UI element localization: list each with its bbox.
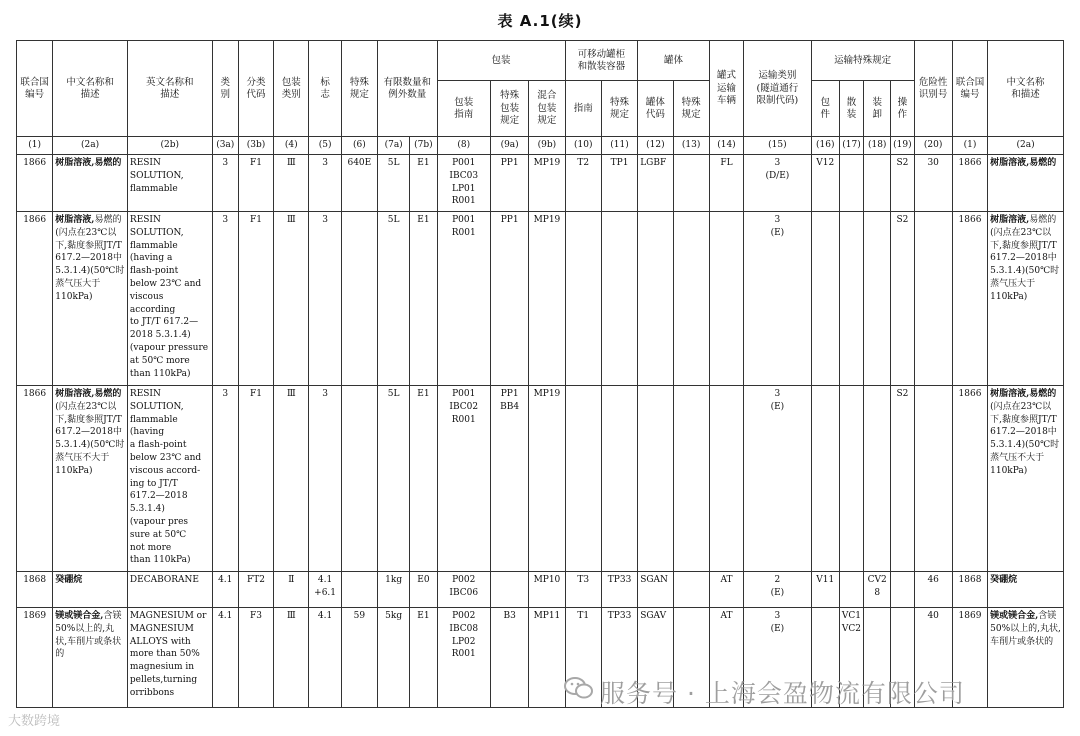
watermark-text: 服务号 · 上海会盈物流有限公司 [600, 679, 965, 708]
cell-tank-code: SGAN [638, 572, 673, 608]
cell-special-pack [490, 572, 528, 608]
cell-tank-code [638, 386, 673, 572]
cell-un-2: 1866 [952, 212, 987, 386]
cell-name-cn-bold: 树脂溶液,易燃的 [55, 158, 122, 168]
cell-mixed-pack: MP19 [529, 155, 565, 212]
cell-tank-instr: T1 [565, 608, 601, 708]
cell-labels: 4.1 [309, 608, 341, 708]
header-bulk: 散 装 [839, 81, 863, 137]
cell-hazard-no [914, 212, 952, 386]
col-num: (2a) [53, 137, 128, 155]
cell-pack-group: Ⅲ [274, 212, 309, 386]
header-mixed-pack: 混合 包装 规定 [529, 81, 565, 137]
cell-name-cn-2 [988, 155, 1064, 212]
col-num: (5) [309, 137, 341, 155]
cell-special-prov [341, 572, 377, 608]
header-pack-instr: 包装 指南 [437, 81, 490, 137]
col-num: (18) [864, 137, 891, 155]
cell-excepted-qty: E0 [410, 572, 437, 608]
cell-transport-cat: 2 (E) [744, 572, 812, 608]
cell-tank-vehicle: FL [709, 155, 743, 212]
cell-transport-cat: 3 (E) [744, 608, 812, 708]
col-num: (7a) [378, 137, 410, 155]
cell-transport-cat: 3 (E) [744, 386, 812, 572]
cell-labels: 3 [309, 155, 341, 212]
header-portable-tanks: 可移动罐柜 和散装容器 [565, 41, 638, 81]
cell-class-code: FT2 [238, 572, 273, 608]
col-num: (20) [914, 137, 952, 155]
col-num: (2b) [127, 137, 212, 155]
col-num: (17) [839, 137, 863, 155]
cell-bulk [839, 155, 863, 212]
header-un-no: 联合国 编号 [17, 41, 53, 137]
watermark-left-mark: 大数跨境 [8, 714, 61, 729]
col-num: (9a) [490, 137, 528, 155]
cell-special-prov: 640E [341, 155, 377, 212]
cell-limited-qty: 1kg [378, 572, 410, 608]
col-num: (7b) [410, 137, 437, 155]
cell-un-2: 1868 [952, 572, 987, 608]
cell-bulk: VC1 VC2 [839, 608, 863, 708]
cell-pack-group: Ⅲ [274, 608, 309, 708]
header-special-prov: 特殊 规定 [341, 41, 377, 137]
cell-special-pack: PP1 [490, 212, 528, 386]
cell-limited-qty: 5kg [378, 608, 410, 708]
cell-tank-spec [673, 386, 709, 572]
cell-packages [811, 386, 839, 572]
cell-loading [864, 386, 891, 572]
header-un-no-2: 联合国 编号 [952, 41, 987, 137]
cell-pack-instr: P001 IBC03 LP01 R001 [437, 155, 490, 212]
header-name-cn-2: 中文名称 和描述 [988, 41, 1064, 137]
cell-special-prov: 59 [341, 608, 377, 708]
cell-excepted-qty: E1 [410, 212, 437, 386]
cell-name-cn-2-rest: (闪点在23℃以下,黏度参照JT/T 617.2—2018中5.3.1.4)(50℃时蒸气压不大于110kPa) [990, 401, 1060, 476]
cell-loading [864, 155, 891, 212]
cell-name-en: DECABORANE [127, 572, 212, 608]
cell-un: 1866 [17, 155, 53, 212]
cell-name-cn-2 [988, 608, 1064, 708]
col-num: (12) [638, 137, 673, 155]
cell-tank-instr [565, 386, 601, 572]
cell-un: 1866 [17, 212, 53, 386]
cell-pack-group: Ⅲ [274, 155, 309, 212]
col-num: (2a) [988, 137, 1064, 155]
cell-name-cn-rest: 含镁50%以上的,丸状,车削片或条状的 [55, 611, 122, 660]
col-num: (3b) [238, 137, 273, 155]
header-packaging: 包装 [437, 41, 565, 81]
cell-tank-vehicle [709, 386, 743, 572]
cell-name-cn [53, 212, 128, 386]
cell-transport-cat: 3 (D/E) [744, 155, 812, 212]
cell-excepted-qty: E1 [410, 155, 437, 212]
header-hazard-no: 危险性 识别号 [914, 41, 952, 137]
cell-mixed-pack: MP10 [529, 572, 565, 608]
header-operation: 操 作 [891, 81, 914, 137]
header-limited-qty: 有限数量和 例外数量 [378, 41, 438, 137]
col-num: (11) [601, 137, 637, 155]
cell-tank-spec-prov: TP33 [601, 608, 637, 708]
header-tank-vehicle: 罐式 运输 车辆 [709, 41, 743, 137]
cell-name-en: MAGNESIUM or MAGNESIUM ALLOYS with more than 50% magnesium in pellets,turning orribbons [127, 608, 212, 708]
cell-name-cn-2-bold: 树脂溶液,易燃的 [990, 158, 1057, 168]
header-instructions: 指南 [565, 81, 601, 137]
cell-name-cn-bold: 树脂溶液, [55, 215, 95, 225]
cell-class: 4.1 [212, 608, 238, 708]
cell-class-code: F1 [238, 212, 273, 386]
cell-tank-spec [673, 155, 709, 212]
cell-loading: CV28 [864, 572, 891, 608]
col-num: (6) [341, 137, 377, 155]
cell-bulk [839, 386, 863, 572]
cell-name-cn-bold: 镁或镁合金, [55, 611, 104, 621]
cell-mixed-pack: MP19 [529, 386, 565, 572]
cell-class-code: F1 [238, 386, 273, 572]
header-tank-spec: 特殊 规定 [673, 81, 709, 137]
cell-packages [811, 212, 839, 386]
table-row [17, 155, 1064, 212]
dangerous-goods-table [16, 40, 1064, 708]
cell-tank-vehicle: AT [709, 608, 743, 708]
cell-special-prov [341, 212, 377, 386]
cell-name-cn-2 [988, 386, 1064, 572]
cell-special-prov [341, 386, 377, 572]
cell-name-cn-2-rest: 含镁50%以上的,丸状,车削片或条状的 [990, 611, 1061, 647]
cell-name-cn-2-rest: 易燃的(闪点在23℃以下,黏度参照JT/T 617.2—2018中5.3.1.4)(50℃时蒸气压大于110kPa) [990, 215, 1060, 302]
cell-tank-vehicle [709, 212, 743, 386]
cell-tank-spec-prov: TP1 [601, 155, 637, 212]
cell-special-pack: B3 [490, 608, 528, 708]
header-spec-prov-tank: 特殊 规定 [601, 81, 637, 137]
header-labels: 标 志 [309, 41, 341, 137]
cell-name-cn-2-bold: 树脂溶液,易燃的 [990, 389, 1057, 399]
cell-hazard-no: 30 [914, 155, 952, 212]
cell-class: 3 [212, 212, 238, 386]
cell-name-cn-rest: 易燃的(闪点在23℃以下,黏度参照JT/T 617.2—2018中5.3.1.4)(50℃时蒸气压大于110kPa) [55, 215, 125, 302]
header-pack-group: 包装 类别 [274, 41, 309, 137]
table-title: 表 A.1(续) [497, 12, 583, 30]
cell-operation: S2 [891, 386, 914, 572]
cell-bulk [839, 212, 863, 386]
cell-un: 1866 [17, 386, 53, 572]
col-num: (15) [744, 137, 812, 155]
cell-tank-code: LGBF [638, 155, 673, 212]
cell-hazard-no [914, 386, 952, 572]
cell-tank-code: SGAV [638, 608, 673, 708]
cell-hazard-no: 40 [914, 608, 952, 708]
cell-labels: 4.1 +6.1 [309, 572, 341, 608]
cell-bulk [839, 572, 863, 608]
header-class: 类 别 [212, 41, 238, 137]
cell-name-cn-bold: 树脂溶液,易燃的 [55, 389, 122, 399]
wechat-icon [564, 676, 594, 700]
cell-mixed-pack: MP11 [529, 608, 565, 708]
header-name-cn: 中文名称和 描述 [53, 41, 128, 137]
cell-pack-instr: P002 IBC08 LP02 R001 [437, 608, 490, 708]
cell-hazard-no: 46 [914, 572, 952, 608]
cell-packages: V11 [811, 572, 839, 608]
col-num: (16) [811, 137, 839, 155]
col-num: (3a) [212, 137, 238, 155]
cell-pack-instr: P002 IBC06 [437, 572, 490, 608]
cell-labels: 3 [309, 386, 341, 572]
cell-un-2: 1866 [952, 155, 987, 212]
cell-name-cn-2-bold: 镁或镁合金, [990, 611, 1039, 621]
cell-name-cn-2-bold: 树脂溶液, [990, 215, 1030, 225]
cell-un: 1868 [17, 572, 53, 608]
cell-un: 1869 [17, 608, 53, 708]
col-num: (1) [17, 137, 53, 155]
cell-pack-group: Ⅱ [274, 572, 309, 608]
cell-class-code: F1 [238, 155, 273, 212]
table-row [17, 386, 1064, 572]
cell-name-cn [53, 572, 128, 608]
cell-name-cn-2 [988, 212, 1064, 386]
cell-mixed-pack: MP19 [529, 212, 565, 386]
cell-operation [891, 572, 914, 608]
col-num: (4) [274, 137, 309, 155]
header-special-pack: 特殊 包装 规定 [490, 81, 528, 137]
cell-class-code: F3 [238, 608, 273, 708]
cell-pack-group: Ⅲ [274, 386, 309, 572]
col-num: (19) [891, 137, 914, 155]
cell-operation: S2 [891, 155, 914, 212]
header-class-code: 分类 代码 [238, 41, 273, 137]
cell-labels: 3 [309, 212, 341, 386]
cell-tank-instr [565, 212, 601, 386]
cell-tank-instr: T3 [565, 572, 601, 608]
cell-tank-spec [673, 212, 709, 386]
cell-class: 4.1 [212, 572, 238, 608]
cell-name-en: RESIN SOLUTION, flammable (having a flash-point below 23℃ and viscous according to JT/T 617.2— 2018 5.3.1.4) (vapour pressure at 50℃ more than 110kPa) [127, 212, 212, 386]
cell-name-cn-2-bold: 癸硼烷 [990, 575, 1018, 585]
cell-tank-code [638, 212, 673, 386]
cell-class: 3 [212, 155, 238, 212]
cell-packages: V12 [811, 155, 839, 212]
col-num: (13) [673, 137, 709, 155]
cell-tank-spec-prov [601, 212, 637, 386]
table-row [17, 212, 1064, 386]
cell-name-en: RESIN SOLUTION, flammable [127, 155, 212, 212]
header-tank-code: 罐体 代码 [638, 81, 673, 137]
col-num: (14) [709, 137, 743, 155]
cell-transport-cat: 3 (E) [744, 212, 812, 386]
cell-excepted-qty: E1 [410, 386, 437, 572]
cell-tank-vehicle: AT [709, 572, 743, 608]
col-num: (8) [437, 137, 490, 155]
cell-name-en: RESIN SOLUTION, flammable (having a flash-point below 23℃ and viscous accord- ing to JT/T 617.2—2018 5.3.1.4) (vapour pres sure at 50℃ not more than 110kPa) [127, 386, 212, 572]
cell-un-2: 1866 [952, 386, 987, 572]
cell-tank-instr: T2 [565, 155, 601, 212]
header-loading: 装 卸 [864, 81, 891, 137]
cell-name-cn [53, 386, 128, 572]
cell-operation: S2 [891, 212, 914, 386]
cell-un-2: 1869 [952, 608, 987, 708]
cell-limited-qty: 5L [378, 386, 410, 572]
col-num: (9b) [529, 137, 565, 155]
cell-limited-qty: 5L [378, 155, 410, 212]
cell-name-cn-rest: (闪点在23℃以下,黏度参照JT/T 617.2—2018中5.3.1.4)(50℃时蒸气压不大于110kPa) [55, 401, 125, 476]
cell-pack-instr: P001 IBC02 R001 [437, 386, 490, 572]
header-tanks: 罐体 [638, 41, 710, 81]
cell-tank-spec-prov: TP33 [601, 572, 637, 608]
cell-name-cn [53, 608, 128, 708]
cell-special-pack: PP1 BB4 [490, 386, 528, 572]
cell-tank-spec [673, 572, 709, 608]
cell-limited-qty: 5L [378, 212, 410, 386]
column-number-row [17, 137, 1064, 155]
table-row [17, 572, 1064, 608]
header-packages: 包 件 [811, 81, 839, 137]
header-transport-cat: 运输类别 (隧道通行 限制代码) [744, 41, 812, 137]
cell-special-pack: PP1 [490, 155, 528, 212]
cell-name-cn-2 [988, 572, 1064, 608]
header-special-transport: 运输特殊规定 [811, 41, 914, 81]
cell-class: 3 [212, 386, 238, 572]
col-num: (10) [565, 137, 601, 155]
cell-loading [864, 212, 891, 386]
cell-name-cn-bold: 癸硼烷 [55, 575, 83, 585]
cell-tank-spec-prov [601, 386, 637, 572]
header-name-en: 英文名称和 描述 [127, 41, 212, 137]
col-num: (1) [952, 137, 987, 155]
cell-name-cn [53, 155, 128, 212]
cell-excepted-qty: E1 [410, 608, 437, 708]
cell-pack-instr: P001 R001 [437, 212, 490, 386]
